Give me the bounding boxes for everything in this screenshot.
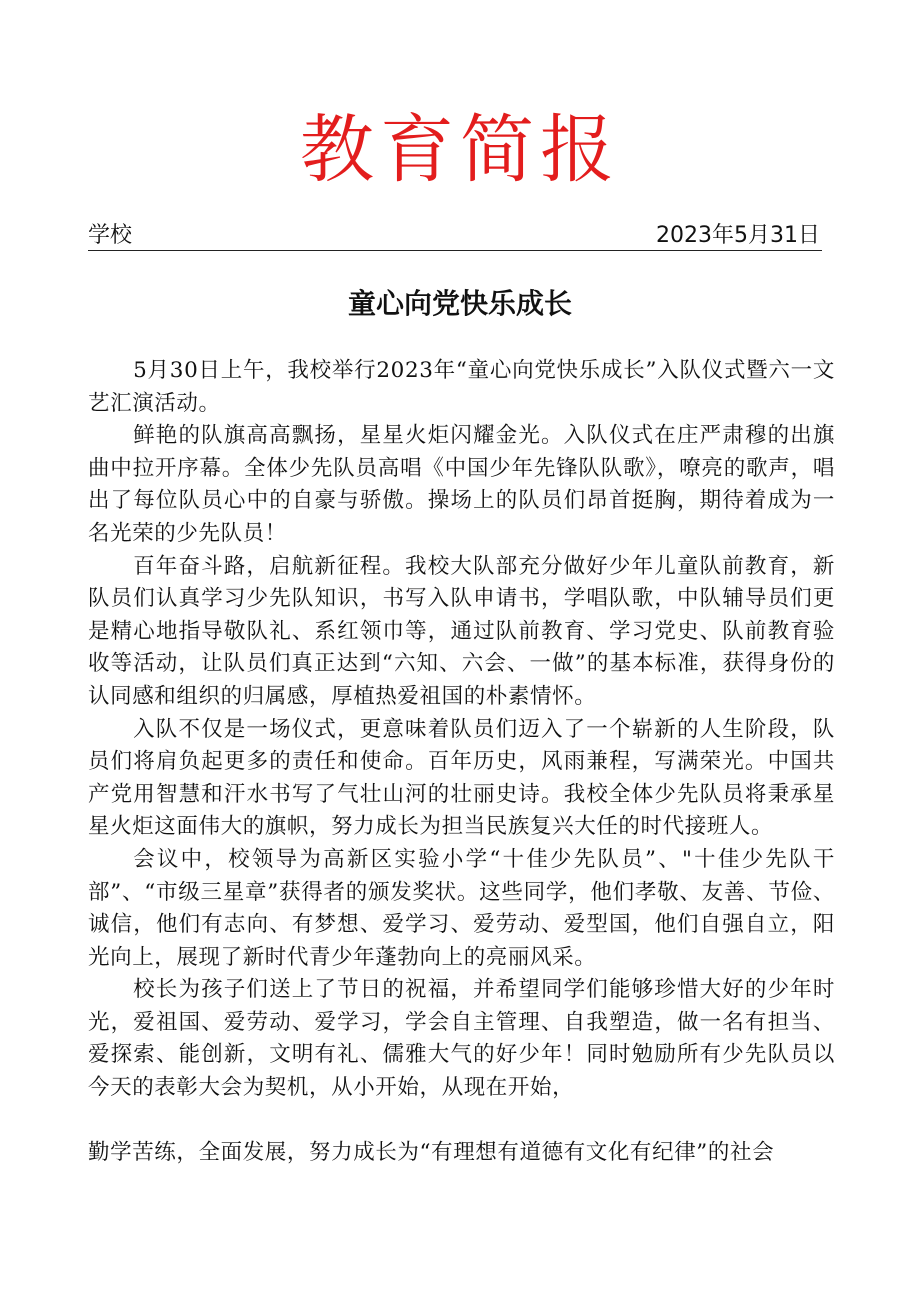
article-paragraph: 校长为孩子们送上了节日的祝福，并希望同学们能够珍惜大好的少年时光，爱祖国、爱劳动、爱学习，学会自主管理、自我塑造，做一名有担当、爱探索、能创新，文明有礼、儒雅大气的好少年！同时勉励所有少先队员以今天的表彰大会为契机，从小开始，从现在开始， — [88, 977, 835, 1101]
school-label: 学校 — [88, 223, 133, 248]
article-paragraph: 5月30日上午，我校举行2023年“童心向党快乐成长”入队仪式暨六一文艺汇演活动。 — [88, 358, 835, 416]
article-paragraph: 鲜艳的队旗高高飘扬，星星火炬闪耀金光。入队仪式在庄严肃穆的出旗曲中拉开序幕。全体少先队员高唱《中国少年先锋队队歌》，嘹亮的歌声，唱出了每位队员心中的自豪与骄傲。操场上的队员们昂首挺胸，期待着成为一名光荣的少先队员！ — [88, 423, 835, 546]
newsletter-masthead: 教育简报 — [300, 107, 620, 193]
article-continuation: 勤学苦练，全面发展，努力成长为“有理想有道德有文化有纪律”的社会 — [88, 1139, 775, 1165]
article-body — [88, 355, 835, 1169]
article-paragraph: 会议中，校领导为高新区实验小学“十佳少先队员”、"十佳少先队干部”、“市级三星章”获得者的颁发奖状。这些同学，他们孝敬、友善、节俭、诚信，他们有志向、有梦想、爱学习、爱劳动、爱型国，他们自强自立，阳光向上，展现了新时代青少年蓬勃向上的亮丽风采。 — [88, 846, 835, 970]
meta-line — [88, 222, 822, 251]
article-paragraph: 百年奋斗路，启航新征程。我校大队部充分做好少年儿童队前教育，新队员们认真学习少先队知识，书写入队申请书，学唱队歌，中队辅导员们更是精心地指导敬队礼、系红领巾等，通过队前教育、学习党史、队前教育验收等活动，让队员们真正达到“六知、六会、一做”的基本标准，获得身份的认同感和组织的归属感，厚植热爱祖国的朴素情怀。 — [88, 553, 835, 709]
article-headline: 童心向党快乐成长 — [347, 287, 572, 320]
issue-date: 2023年5月31日 — [656, 223, 820, 248]
article-paragraph: 入队不仅是一场仪式，更意味着队员们迈入了一个崭新的人生阶段，队员们将肩负起更多的责任和使命。百年历史，风雨兼程，写满荣光。中国共产党用智慧和汗水书写了气壮山河的壮丽史诗。我校全体少先队员将秉承星星火炬这面伟大的旗帜，努力成长为担当民族复兴大任的时代接班人。 — [88, 716, 835, 840]
